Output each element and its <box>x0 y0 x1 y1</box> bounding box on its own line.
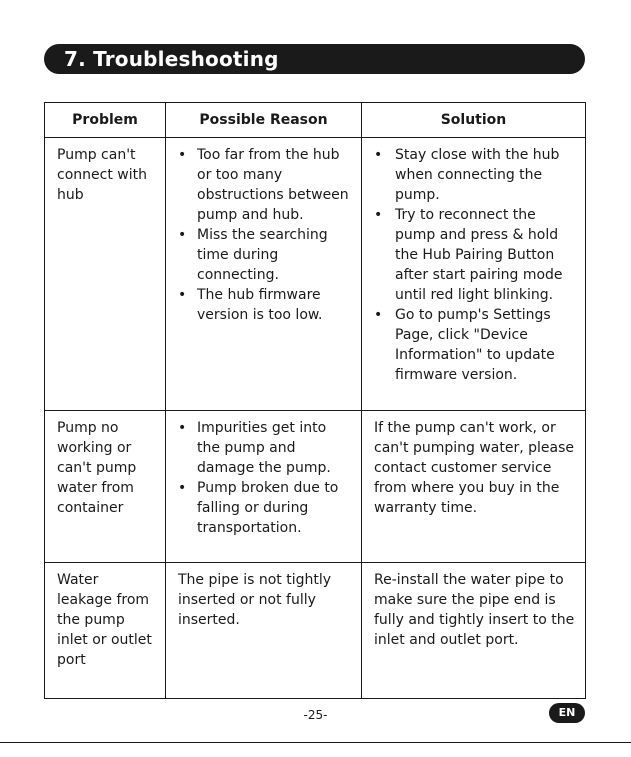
problem-cell: Pump can't connect with hub <box>45 138 166 411</box>
solution-cell <box>362 138 586 411</box>
header-problem: Problem <box>45 103 166 138</box>
problem-cell: Water leakage from the pump inlet or outlet port <box>45 563 166 699</box>
list-item: • Try to reconnect the pump and press & hold the Hub Pairing Button after start pairing mode until red light blinking. <box>374 205 575 305</box>
page-number: -25- <box>303 708 328 722</box>
language-badge: EN <box>549 703 585 723</box>
section-title: 7. Troubleshooting <box>64 47 279 71</box>
reason-cell <box>166 411 362 563</box>
reason-list <box>178 145 351 325</box>
table-header-row <box>45 103 586 138</box>
table-row <box>45 411 586 563</box>
table-row <box>45 138 586 411</box>
reason-list <box>178 418 351 538</box>
solution-cell: Re-install the water pipe to make sure the pipe end is fully and tightly insert to the inlet and outlet port. <box>362 563 586 699</box>
solution-list <box>374 145 575 385</box>
section-title-bar <box>44 44 585 74</box>
list-item: • Stay close with the hub when connecting the pump. <box>374 145 575 205</box>
troubleshooting-table <box>44 102 586 699</box>
solution-cell: If the pump can't work, or can't pumping water, please contact customer service from where you buy in the warranty time. <box>362 411 586 563</box>
list-item: • Too far from the hub or too many obstructions between pump and hub. <box>178 145 351 225</box>
header-solution: Solution <box>362 103 586 138</box>
list-item: • Pump broken due to falling or during transportation. <box>178 478 351 538</box>
list-item: • Go to pump's Settings Page, click "Device Information" to update firmware version. <box>374 305 575 385</box>
reason-cell: The pipe is not tightly inserted or not fully inserted. <box>166 563 362 699</box>
list-item: • The hub firmware version is too low. <box>178 285 351 325</box>
footer-divider <box>0 742 631 743</box>
header-possible-reason: Possible Reason <box>166 103 362 138</box>
list-item: • Impurities get into the pump and damage the pump. <box>178 418 351 478</box>
problem-cell: Pump no working or can't pump water from container <box>45 411 166 563</box>
reason-cell <box>166 138 362 411</box>
table-row <box>45 563 586 699</box>
list-item: • Miss the searching time during connecting. <box>178 225 351 285</box>
